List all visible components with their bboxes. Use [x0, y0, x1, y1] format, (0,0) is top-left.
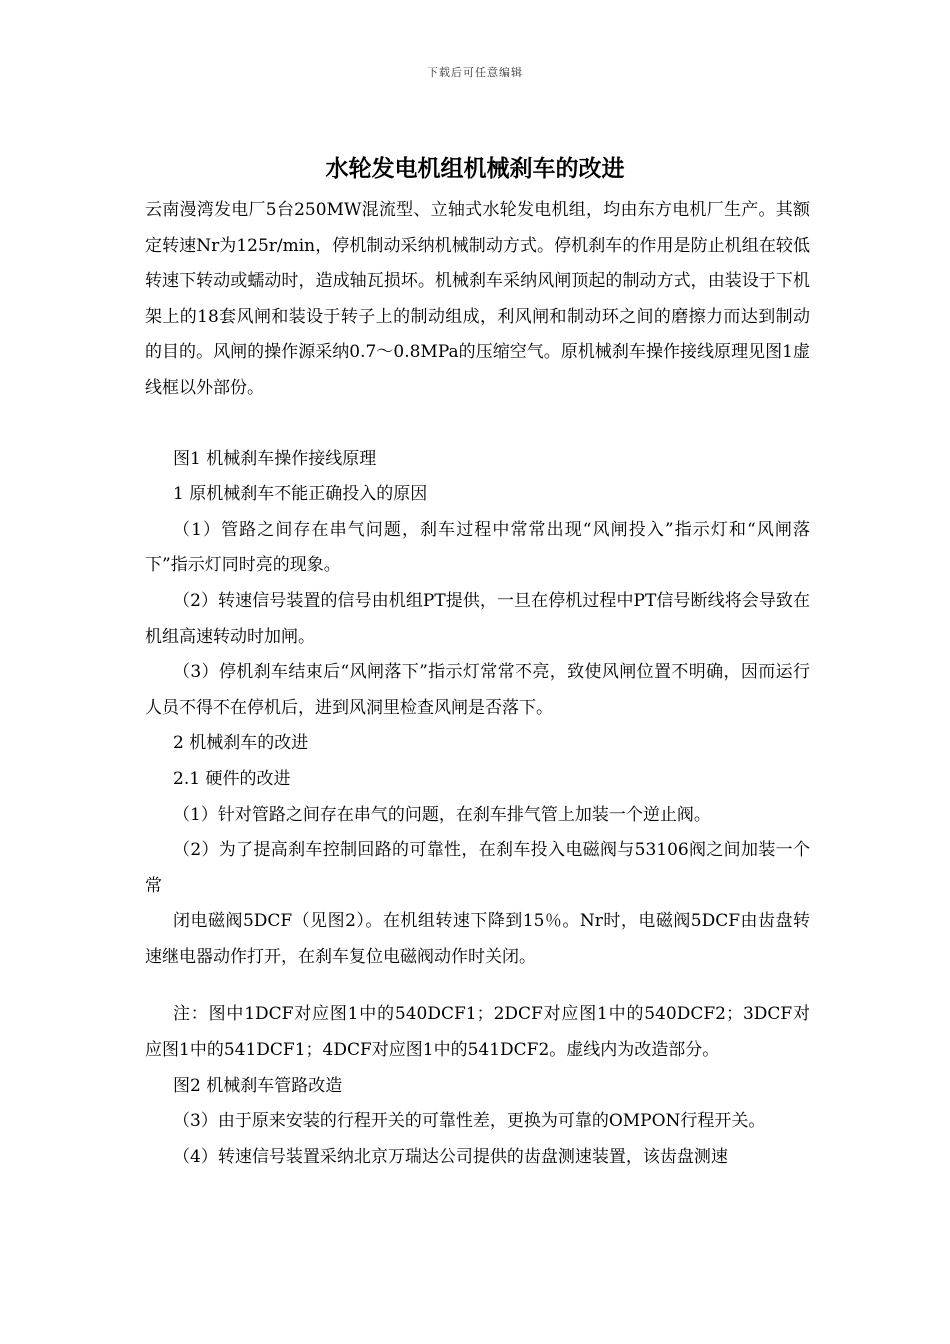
- document-title: 水轮发电机组机械刹车的改进: [325, 156, 625, 182]
- intro-paragraph: 云南漫湾发电厂5台250MW混流型、立轴式水轮发电机组，均由东方电机厂生产。其额定转速Nr为125r/min，停机制动采纳机械制动方式。停机刹车的作用是防止机组在较低转速下转动或蠕动时，造成轴瓦损坏。机械刹车采纳风闸顶起的制动方式，由装设于下机架上的18套风闸和装设于转子上的制动组成，利风闸和制动环之间的磨擦力而达到制动的目的。风闸的操作源采纳0.7～0.8MPa的压缩空气。原机械刹车操作接线原理见图1虚线框以外部份。: [145, 200, 810, 398]
- paragraph-hardware-2-cont: 闭电磁阀5DCF（见图2）。在机组转速下降到15％。Nr时，电磁阀5DCF由齿盘转速继电器动作打开，在刹车复位电磁阀动作时关闭。: [145, 911, 810, 967]
- paragraph-item-1: （1）管路之间存在串气问题，刹车过程中常常出现“风闸投入”指示灯和“风闸落下”指示灯同时亮的现象。: [145, 519, 810, 576]
- paragraph-hardware-2: （2）为了提高刹车控制回路的可靠性，在刹车投入电磁阀与53106阀之间加装一个常: [145, 840, 810, 896]
- paragraph-item-3: （3）停机刹车结束后“风闸落下”指示灯常常不亮，致使风闸位置不明确，因而运行人员不得不在停机后，进到风洞里检查风闸是否落下。: [145, 662, 810, 718]
- paragraph-hardware-3: （3）由于原来安装的行程开关的可靠性差，更换为可靠的OMPON行程开关。: [173, 1111, 766, 1132]
- figure-caption-1: 图1 机械刹车操作接线原理: [173, 448, 377, 469]
- subsection-heading-2-1: 2.1 硬件的改进: [173, 768, 291, 789]
- figure-note: 注：图中1DCF对应图1中的540DCF1；2DCF对应图1中的540DCF2；3DCF对应图1中的541DCF1；4DCF对应图1中的541DCF2。虚线内为改造部分。: [145, 1004, 810, 1061]
- paragraph-hardware-1: （1）针对管路之间存在串气的问题，在刹车排气管上加装一个逆止阀。: [173, 804, 711, 825]
- section-heading-1: 1 原机械刹车不能正确投入的原因: [173, 484, 428, 505]
- section-heading-2: 2 机械刹车的改进: [173, 733, 309, 754]
- figure-caption-2: 图2 机械刹车管路改造: [173, 1075, 343, 1096]
- document-body: [145, 193, 810, 1175]
- header-note: 下载后可任意编辑: [427, 66, 523, 79]
- paragraph-item-2: （2）转速信号装置的信号由机组PT提供，一旦在停机过程中PT信号断线将会导致在机组高速转动时加闸。: [145, 590, 810, 647]
- paragraph-hardware-4: （4）转速信号装置采纳北京万瑞达公司提供的齿盘测速装置，该齿盘测速: [173, 1146, 728, 1167]
